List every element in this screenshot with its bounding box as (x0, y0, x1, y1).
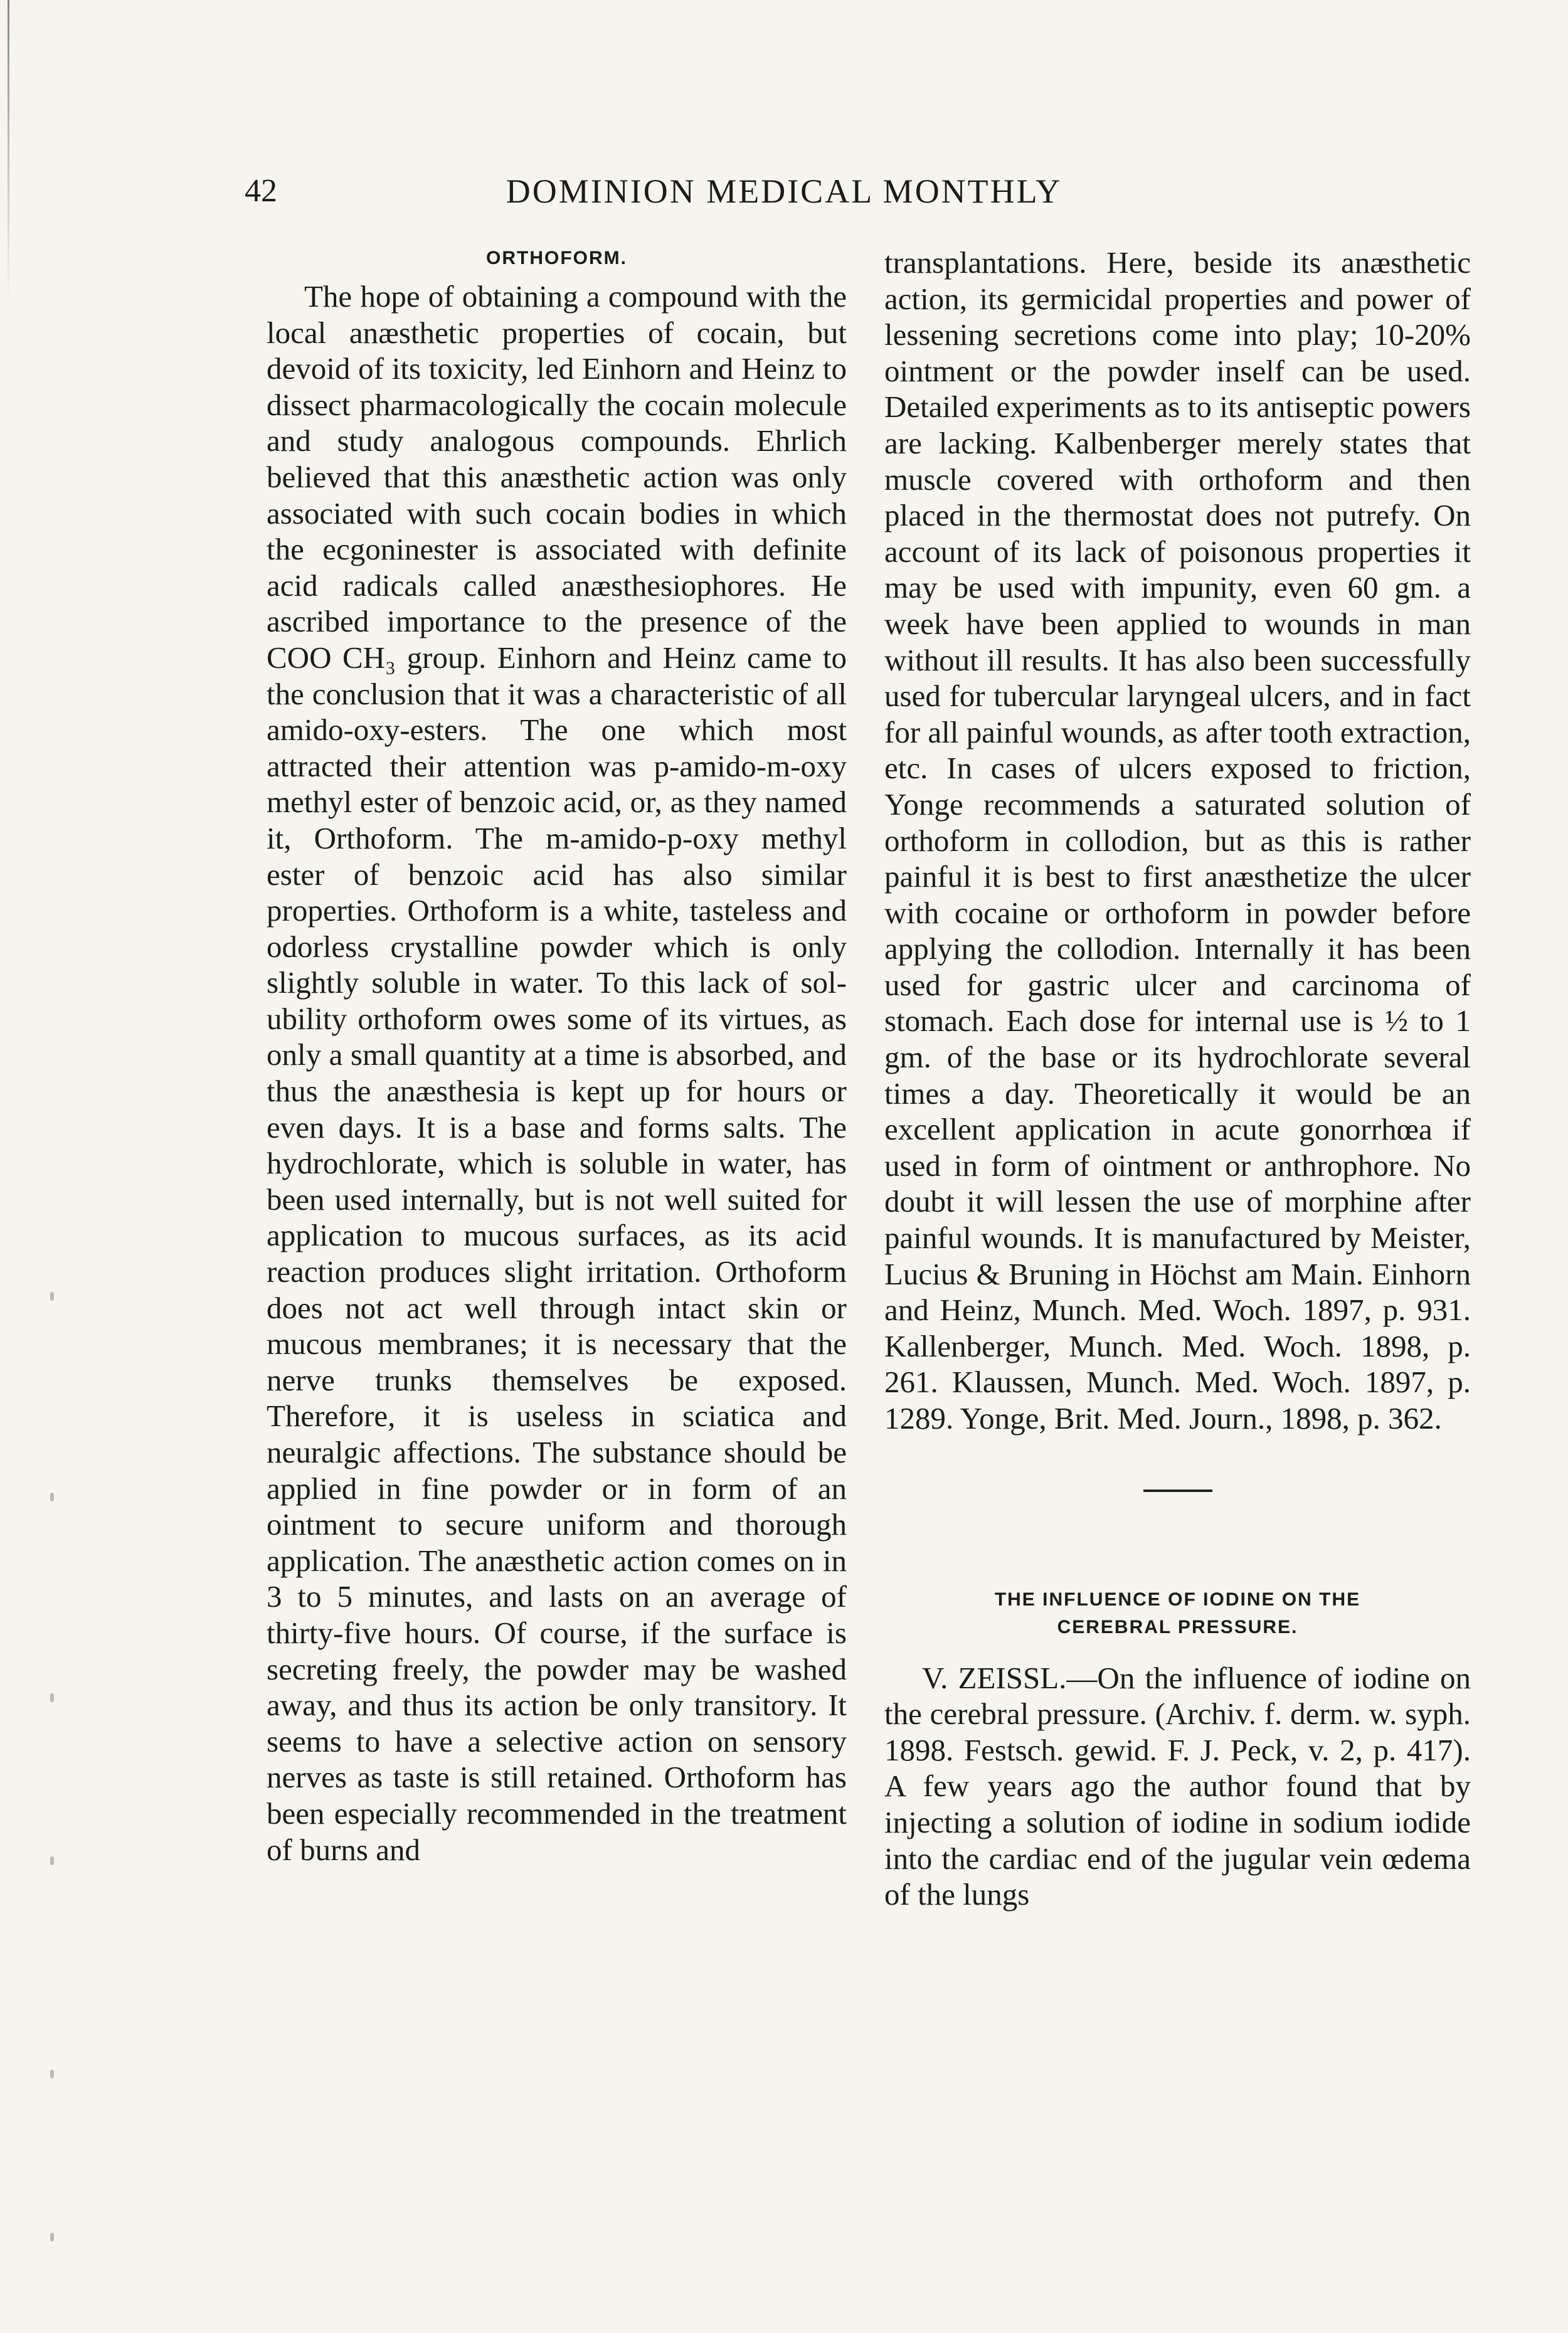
scan-speck (50, 1493, 54, 1501)
page-edge-shadow (8, 0, 9, 301)
iodine-paragraph: V. ZEISSL.—On the influence of iodine on the cerebral pressure. (Archiv. f. derm. w. syph. 1898. Festsch. gewid. F. J. Peck, v. 2, p. 417). A few years ago the author found that by injecting a solution of iodine in sodium iodide into the cardiac end of the jugular vein œdema of the lungs (884, 1660, 1471, 1912)
scan-speck (50, 2070, 54, 2078)
section-divider (1143, 1489, 1212, 1492)
right-column (884, 245, 1471, 1913)
orthoform-continuation-paragraph: transplantations. Here, beside its anæsthetic action, its germicidal properties and power of lessening secretions come into play; 10-20% ointment or the powder inself can be used. Detailed experiments as to its antiseptic powers are lacking. Kalbenberger merely states that muscle covered with orthoform and then placed in the thermostat does not putrefy. On account of its lack of poisonous properties it may be used with impunity, even 60 gm. a week have been applied to wounds in man without ill results. It has also been successfully used for tubercular laryngeal ulcers, and in fact for all painful wounds, as after tooth extraction, etc. In cases of ulcers exposed to friction, Yonge recommends a saturated solution of orthoform in collodion, but as this is rather painful it is best to first anæsthetize the ulcer with cocaine or orthoform in powder before applying the collodion. Internally it has been used for gastric ulcer and carcinoma of stomach. Each dose for internal use is ½ to 1 gm. of the base or its hydrochlorate several times a day. Theoretically it would be an excellent application in acute gonorrhœa if used in form of ointment or anthrophore. No doubt it will lessen the use of morphine after painful wounds. It is manufactured by Meister, Lucius & Bruning in Höchst am Main. Einhorn and Heinz, Munch. Med. Woch. 1897, p. 931. Kallenberger, Munch. Med. Woch. 1898, p. 261. Klaussen, Munch. Med. Woch. 1897, p. 1289. Yonge, Brit. Med. Journ., 1898, p. 362. (884, 245, 1471, 1436)
running-header (0, 169, 1568, 213)
journal-title: DOMINION MEDICAL MONTHLY (506, 172, 1062, 210)
section-heading-iodine-line2: CEREBRAL PRESSURE. (1057, 1616, 1298, 1637)
scan-speck (50, 1292, 54, 1301)
scan-speck (50, 2233, 54, 2241)
section-heading-orthoform: ORTHOFORM. (486, 248, 627, 268)
orthoform-paragraph: The hope of obtaining a compound with the local anæsthetic properties of cocain, but devoid of its toxicity, led Einhorn and Heinz to dissect pharmacologically the cocain molecule and study analogous compounds. Ehrlich believed that this anæsthetic action was only associated with such cocain bodies in which the ecgoninester is associated with definite acid radicals called anæsthesiophores. He ascribed importance to the presence of the COO CH₃ group. Einhorn and Heinz came to the conclusion that it was a characteristic of all amido-oxy-esters. The one which most attracted their attention was p-amido-m-oxy methyl ester of benzoic acid, or, as they named it, Orthoform. The m-amido-p-oxy methyl ester of benzoic acid has also similar properties. Orthoform is a white, tasteless and odorless crystalline powder which is only slightly soluble in water. To this lack of solubility orthoform owes some of its virtues, as only a small quantity at a time is absorbed, and thus the anæsthesia is kept up for hours or even days. It is a base and forms salts. The hydrochlorate, which is soluble in water, has been used internally, but is not well suited for application to mucous surfaces, as its acid reaction produces slight irritation. Orthoform does not act well through intact skin or mucous membranes; it is necessary that the nerve trunks themselves be exposed. Therefore, it is useless in sciatica and neuralgic affections. The substance should be applied in fine powder or in form of an ointment to secure uniform and thorough application. The anæsthetic action comes on in 3 to 5 minutes, and lasts on an average of thirty-five hours. Of course, if the surface is secreting freely, the powder may be washed away, and thus its action be only transitory. It seems to have a selective action on sensory nerves as taste is still retained. Orthoform has been especially recommended in the treatment of burns and (267, 279, 847, 1867)
scan-speck (50, 1693, 54, 1702)
section-heading-iodine-line1: THE INFLUENCE OF IODINE ON THE (994, 1589, 1361, 1610)
left-column (267, 245, 847, 1868)
scan-speck (50, 1856, 54, 1865)
section-heading-iodine (884, 1586, 1471, 1641)
page-number: 42 (245, 173, 277, 209)
